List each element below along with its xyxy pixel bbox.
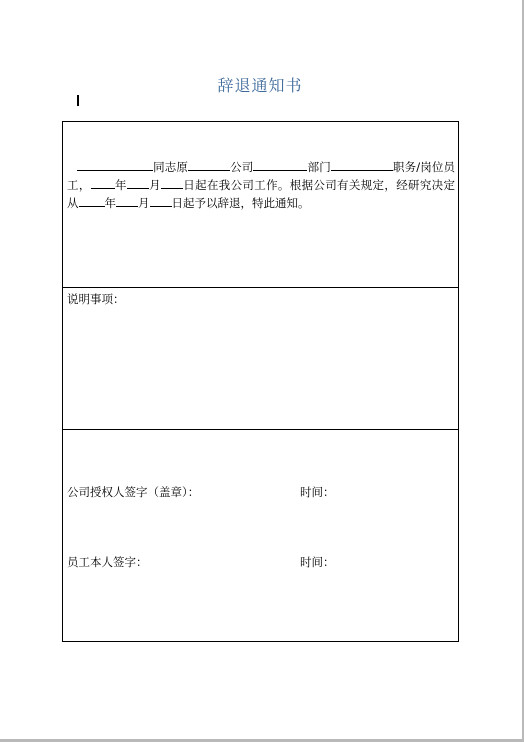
start-month-blank[interactable] <box>127 176 149 189</box>
notice-section[interactable] <box>63 122 458 288</box>
start-day-blank[interactable] <box>161 176 183 189</box>
notice-text-1: 同志原 <box>153 160 189 174</box>
department-blank[interactable] <box>253 158 307 171</box>
dismiss-year-blank[interactable] <box>79 194 105 207</box>
document-title: 辞退通知书 <box>217 76 303 95</box>
notice-text-4: 职务/岗位员工， <box>67 160 456 192</box>
signature-section[interactable] <box>63 430 458 641</box>
start-year-blank[interactable] <box>91 176 115 189</box>
employee-time-label: 时间： <box>300 555 335 569</box>
notes-label: 说明事项： <box>67 292 125 306</box>
notice-text-10: 日起予以辞退，特此通知。 <box>171 196 310 210</box>
company-blank[interactable] <box>188 158 230 171</box>
notice-text-7: 日起在我公司工作。根据公司有关规定，经研究决定从 <box>67 178 456 210</box>
notice-text-2: 公司 <box>230 160 254 174</box>
company-time-label: 时间： <box>300 485 335 499</box>
dismissal-form-table <box>62 121 459 642</box>
text-cursor <box>77 95 79 106</box>
company-signature-label: 公司授权人签字（盖章）： <box>67 485 200 499</box>
notice-text-5: 年 <box>114 178 127 192</box>
notice-text-8: 年 <box>104 196 116 210</box>
notice-text-6: 月 <box>148 178 161 192</box>
notice-text-9: 月 <box>138 196 150 210</box>
employee-signature-label: 员工本人签字： <box>67 555 148 569</box>
indent <box>67 159 77 171</box>
name-blank[interactable] <box>77 158 153 171</box>
notice-paragraph <box>67 158 455 212</box>
dismiss-month-blank[interactable] <box>116 194 138 207</box>
notice-text-3: 部门 <box>307 160 331 174</box>
dismiss-day-blank[interactable] <box>150 194 172 207</box>
notes-section[interactable] <box>63 288 458 430</box>
position-blank[interactable] <box>331 158 393 171</box>
